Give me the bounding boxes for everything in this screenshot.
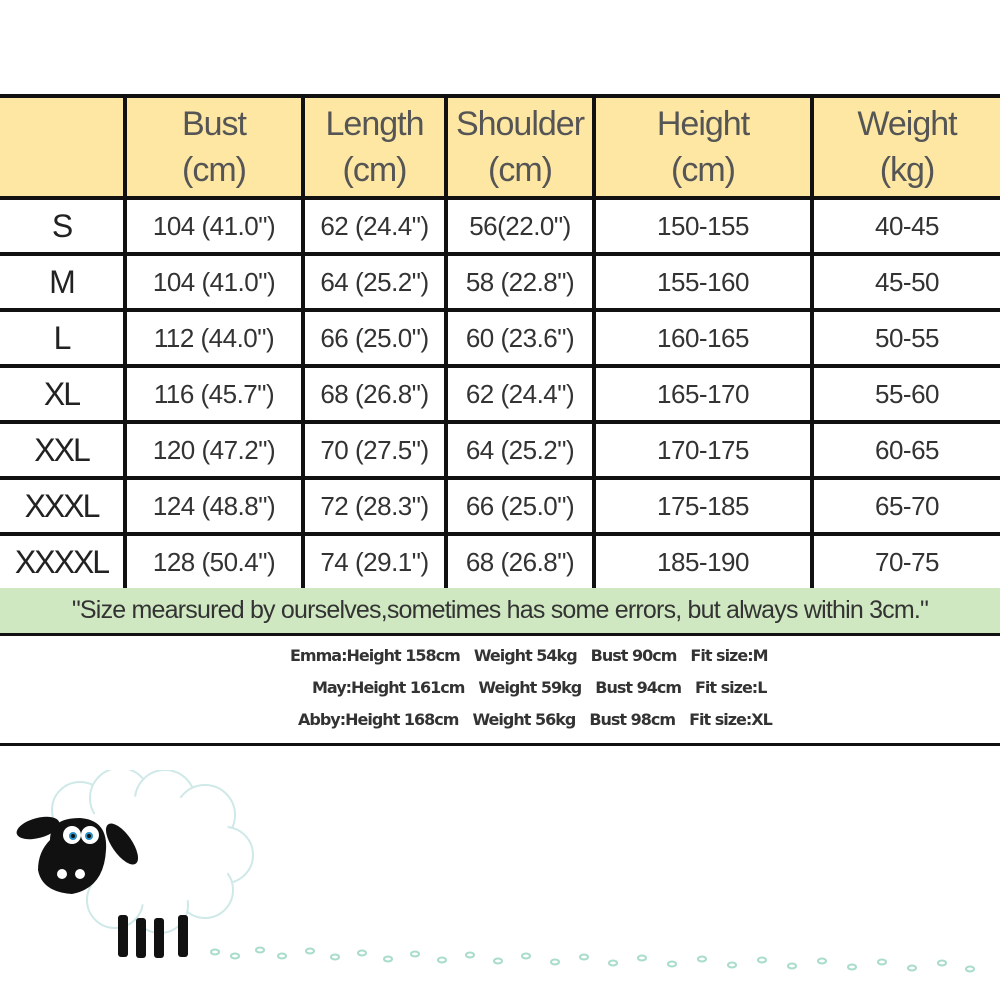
weight-cell: 40-45 [812,198,1000,254]
height-cell: 170-175 [594,422,812,478]
table-row [0,366,1000,422]
length-cell: 62 (24.4") [303,198,446,254]
height-cell: 150-155 [594,198,812,254]
table-header-row [0,96,1000,198]
height-cell: 185-190 [594,534,812,590]
height-cell: 155-160 [594,254,812,310]
length-cell: 74 (29.1") [303,534,446,590]
shoulder-cell: 56(22.0") [446,198,594,254]
size-cell: XXL [0,422,125,478]
weight-cell: 55-60 [812,366,1000,422]
bust-cell: 120 (47.2") [125,422,303,478]
header-height: Height (cm) [594,96,812,198]
length-cell: 66 (25.0") [303,310,446,366]
shoulder-cell: 64 (25.2") [446,422,594,478]
table-row [0,254,1000,310]
table-row [0,198,1000,254]
size-cell: XL [0,366,125,422]
shoulder-cell: 66 (25.0") [446,478,594,534]
size-cell: L [0,310,125,366]
bust-cell: 124 (48.8") [125,478,303,534]
table-row [0,422,1000,478]
height-cell: 160-165 [594,310,812,366]
table-row [0,534,1000,590]
weight-cell: 50-55 [812,310,1000,366]
header-shoulder: Shoulder (cm) [446,96,594,198]
length-cell: 64 (25.2") [303,254,446,310]
header-length: Length (cm) [303,96,446,198]
shoulder-cell: 58 (22.8") [446,254,594,310]
size-cell: S [0,198,125,254]
size-cell: M [0,254,125,310]
length-cell: 68 (26.8") [303,366,446,422]
shoulder-cell: 68 (26.8") [446,534,594,590]
model-line-may: May:Height 161cm Weight 59kg Bust 94cm Fit size:L [312,678,767,697]
weight-cell: 45-50 [812,254,1000,310]
sheep-icon [10,770,1000,990]
size-chart-table [0,94,1000,592]
length-cell: 70 (27.5") [303,422,446,478]
bust-cell: 104 (41.0") [125,198,303,254]
height-cell: 175-185 [594,478,812,534]
header-bust: Bust (cm) [125,96,303,198]
bust-cell: 104 (41.0") [125,254,303,310]
weight-cell: 65-70 [812,478,1000,534]
table-row [0,310,1000,366]
weight-cell: 60-65 [812,422,1000,478]
length-cell: 72 (28.3") [303,478,446,534]
bust-cell: 128 (50.4") [125,534,303,590]
bust-cell: 116 (45.7") [125,366,303,422]
size-cell: XXXXL [0,534,125,590]
header-size [0,96,125,198]
shoulder-cell: 62 (24.4") [446,366,594,422]
table-row [0,478,1000,534]
measurement-note: "Size mearsured by ourselves,sometimes has some errors, but always within 3cm." [0,588,1000,636]
shoulder-cell: 60 (23.6") [446,310,594,366]
weight-cell: 70-75 [812,534,1000,590]
height-cell: 165-170 [594,366,812,422]
size-cell: XXXL [0,478,125,534]
model-line-abby: Abby:Height 168cm Weight 56kg Bust 98cm Fit size:XL [298,710,772,729]
model-line-emma: Emma:Height 158cm Weight 54kg Bust 90cm Fit size:M [290,646,768,665]
model-fit-info [0,640,1000,746]
bust-cell: 112 (44.0") [125,310,303,366]
header-weight: Weight (kg) [812,96,1000,198]
